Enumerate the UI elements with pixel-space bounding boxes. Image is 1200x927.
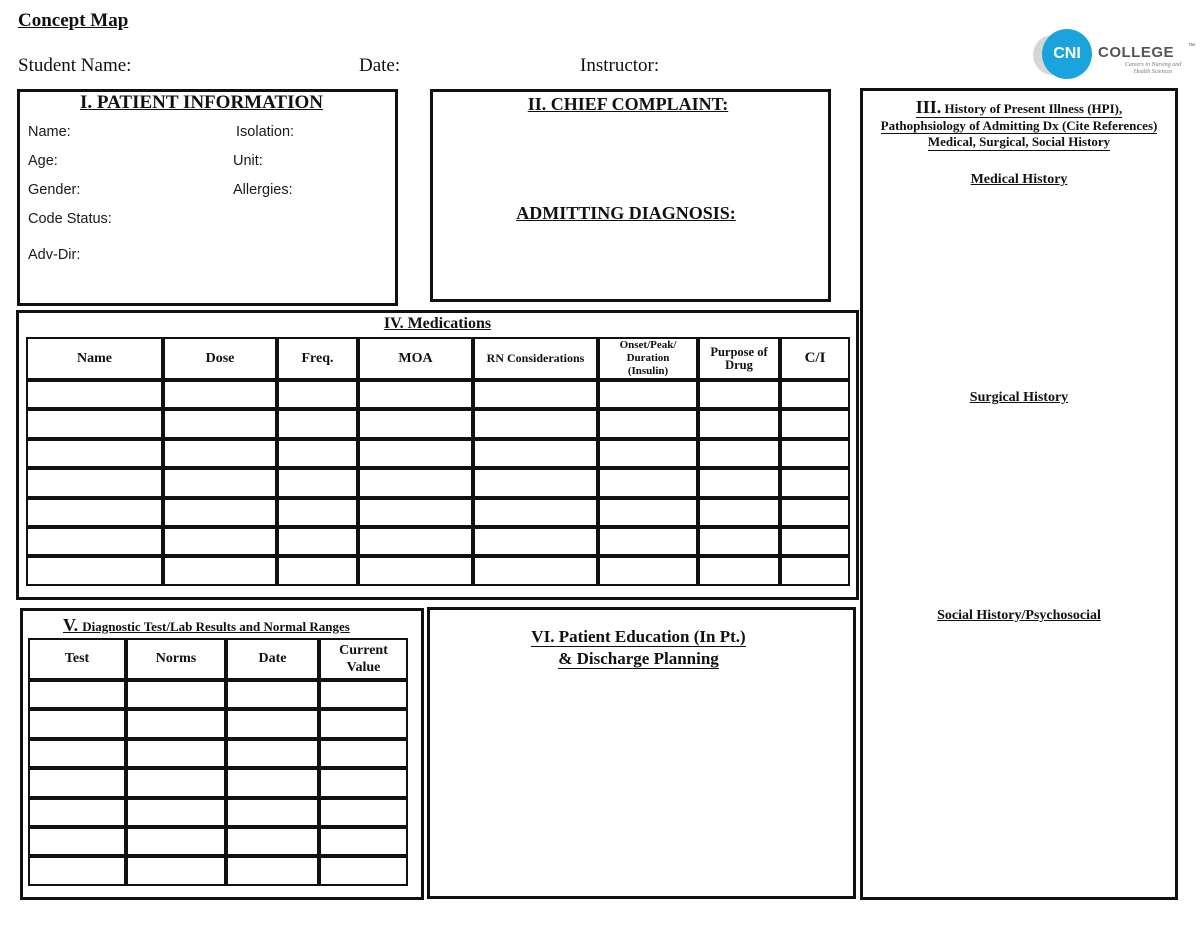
medication-cell[interactable] [26, 439, 163, 468]
medication-cell[interactable] [26, 468, 163, 497]
diagnostics-rows [28, 680, 408, 886]
logo-wordmark: COLLEGE [1098, 44, 1175, 61]
diagnostic-cell[interactable] [126, 798, 226, 827]
medication-cell[interactable] [26, 498, 163, 527]
medication-cell[interactable] [780, 439, 850, 468]
patient-education-title [424, 626, 853, 670]
age-label: Age: [28, 153, 58, 169]
medication-cell[interactable] [698, 468, 780, 497]
med-col-ci: C/I [780, 337, 850, 380]
gender-label: Gender: [28, 182, 81, 198]
diagnostic-cell[interactable] [126, 827, 226, 856]
medications-header-row [26, 337, 850, 380]
diagnostic-cell[interactable] [319, 827, 408, 856]
med-col-purpose [698, 337, 780, 380]
medication-cell[interactable] [780, 468, 850, 497]
medication-cell[interactable] [26, 556, 163, 585]
instructor-label: Instructor: [580, 55, 660, 76]
admitting-diagnosis-title: ADMITTING DIAGNOSIS: [516, 203, 736, 223]
hpi-title-line3: Medical, Surgical, Social History [927, 134, 1111, 149]
patient-information-box [17, 89, 398, 306]
medication-cell[interactable] [473, 556, 598, 585]
diagnostic-cell[interactable] [126, 856, 226, 885]
date-label: Date: [359, 55, 401, 76]
diagnostic-cell[interactable] [226, 798, 319, 827]
chief-complaint-title: II. CHIEF COMPLAINT: [527, 94, 729, 114]
diagnostics-title-text: Diagnostic Test/Lab Results and Normal Ranges [82, 619, 350, 634]
medication-cell[interactable] [163, 498, 277, 527]
medication-cell[interactable] [473, 439, 598, 468]
medication-cell[interactable] [358, 380, 473, 409]
medication-row [26, 380, 850, 409]
medication-row [26, 527, 850, 556]
diagnostic-cell[interactable] [126, 709, 226, 738]
diagnostics-table [28, 638, 408, 886]
medication-cell[interactable] [277, 527, 358, 556]
diag-col-date: Date [226, 638, 319, 680]
diagnostic-row [28, 827, 408, 856]
hpi-title-line1: History of Present Illness (HPI), [944, 101, 1123, 116]
medication-cell[interactable] [277, 468, 358, 497]
medication-cell[interactable] [698, 556, 780, 585]
medication-cell[interactable] [598, 380, 698, 409]
diagnostic-cell[interactable] [28, 798, 126, 827]
hpi-roman: III. [915, 97, 942, 117]
medication-cell[interactable] [698, 527, 780, 556]
social-history-label: Social History/Psychosocial [937, 608, 1101, 623]
medication-cell[interactable] [277, 498, 358, 527]
isolation-label: Isolation: [236, 124, 295, 140]
medications-title: IV. Medications [383, 315, 492, 332]
logo-tagline-line2: Health Sciences [1133, 69, 1173, 75]
med-col-name: Name [26, 337, 163, 380]
hpi-heading [863, 97, 1175, 151]
diagnostic-row [28, 680, 408, 709]
surgical-history-label: Surgical History [969, 390, 1069, 405]
diagnostic-cell[interactable] [28, 709, 126, 738]
logo-trademark: ™ [1188, 43, 1195, 50]
diag-col-current-line1: Current [339, 643, 388, 658]
diagnostic-row [28, 739, 408, 768]
diagnostic-cell[interactable] [226, 709, 319, 738]
medication-cell[interactable] [26, 527, 163, 556]
medication-cell[interactable] [473, 380, 598, 409]
medication-cell[interactable] [358, 556, 473, 585]
medication-row [26, 468, 850, 497]
med-col-onset-line3: (Insulin) [627, 365, 669, 377]
medication-cell[interactable] [26, 409, 163, 438]
diagnostic-cell[interactable] [126, 680, 226, 709]
med-col-rn-considerations: RN Considerations [473, 337, 598, 380]
document-title: Concept Map [18, 10, 129, 31]
medication-cell[interactable] [277, 556, 358, 585]
diagnostic-row [28, 798, 408, 827]
medication-cell[interactable] [358, 468, 473, 497]
medication-cell[interactable] [358, 439, 473, 468]
code-status-label: Code Status: [28, 211, 112, 227]
medication-cell[interactable] [698, 409, 780, 438]
diagnostics-title [63, 615, 350, 636]
chief-complaint-box [430, 89, 831, 302]
med-col-onset [598, 337, 698, 380]
medication-cell[interactable] [473, 527, 598, 556]
diagnostic-cell[interactable] [319, 768, 408, 797]
med-col-dose: Dose [163, 337, 277, 380]
medication-cell[interactable] [473, 409, 598, 438]
diagnostic-cell[interactable] [319, 739, 408, 768]
medication-cell[interactable] [780, 527, 850, 556]
medication-cell[interactable] [598, 527, 698, 556]
student-name-label: Student Name: [18, 55, 132, 76]
hpi-title-line2: Pathophsiology of Admitting Dx (Cite References) [880, 117, 1158, 133]
diagnostic-cell[interactable] [226, 680, 319, 709]
medications-table [26, 337, 850, 586]
diag-col-current-line2: Value [346, 660, 381, 675]
patient-education-box [427, 607, 856, 899]
medical-history-label: Medical History [970, 172, 1068, 187]
medication-cell[interactable] [780, 498, 850, 527]
patient-education-title-line2: & Discharge Planning [558, 649, 719, 668]
med-col-onset-line2: Duration [626, 352, 670, 364]
diagnostic-cell[interactable] [226, 827, 319, 856]
medication-cell[interactable] [780, 556, 850, 585]
diagnostic-row [28, 768, 408, 797]
logo-badge: CNI [1042, 29, 1092, 79]
medication-cell[interactable] [163, 468, 277, 497]
medication-cell[interactable] [163, 556, 277, 585]
medication-cell[interactable] [598, 498, 698, 527]
diag-col-current-value [319, 638, 408, 680]
medication-cell[interactable] [163, 409, 277, 438]
med-col-purpose-line1: Purpose of [710, 344, 768, 359]
medication-row [26, 439, 850, 468]
medication-cell[interactable] [598, 556, 698, 585]
medication-cell[interactable] [358, 527, 473, 556]
cni-college-logo [1030, 26, 1200, 82]
medication-cell[interactable] [780, 380, 850, 409]
logo-tagline [1108, 62, 1198, 76]
diagnostic-cell[interactable] [28, 680, 126, 709]
diagnostic-cell[interactable] [126, 739, 226, 768]
medication-row [26, 409, 850, 438]
diagnostic-cell[interactable] [28, 768, 126, 797]
medication-cell[interactable] [277, 380, 358, 409]
medication-cell[interactable] [26, 380, 163, 409]
med-col-moa: MOA [358, 337, 473, 380]
medication-cell[interactable] [598, 468, 698, 497]
medication-row [26, 498, 850, 527]
med-col-purpose-line2: Drug [725, 357, 753, 372]
medication-cell[interactable] [473, 498, 598, 527]
logo-tagline-line1: Careers in Nursing and [1124, 62, 1182, 68]
diag-col-norms: Norms [126, 638, 226, 680]
medication-cell[interactable] [473, 468, 598, 497]
diagnostics-roman: V. [63, 615, 79, 635]
diagnostic-row [28, 856, 408, 885]
diagnostic-cell[interactable] [319, 798, 408, 827]
med-col-freq: Freq. [277, 337, 358, 380]
diagnostic-cell[interactable] [319, 680, 408, 709]
medications-rows [26, 380, 850, 586]
medication-cell[interactable] [163, 380, 277, 409]
patient-information-title: I. PATIENT INFORMATION [80, 92, 323, 113]
diagnostic-cell[interactable] [28, 827, 126, 856]
diagnostic-cell[interactable] [319, 709, 408, 738]
diagnostic-cell[interactable] [28, 856, 126, 885]
diagnostic-cell[interactable] [226, 856, 319, 885]
hpi-box [860, 88, 1178, 900]
medication-cell[interactable] [163, 439, 277, 468]
diagnostic-row [28, 709, 408, 738]
medication-cell[interactable] [598, 409, 698, 438]
medication-cell[interactable] [598, 439, 698, 468]
patient-education-title-line1: VI. Patient Education (In Pt.) [531, 627, 746, 646]
medication-cell[interactable] [358, 498, 473, 527]
unit-label: Unit: [233, 153, 263, 169]
allergies-label: Allergies: [233, 182, 293, 198]
adv-dir-label: Adv-Dir: [28, 247, 81, 263]
diagnostic-cell[interactable] [226, 739, 319, 768]
medication-row [26, 556, 850, 585]
med-col-onset-line1: Onset/Peak/ [619, 339, 677, 351]
medication-cell[interactable] [780, 409, 850, 438]
medication-cell[interactable] [358, 409, 473, 438]
name-label: Name: [28, 124, 71, 140]
medication-cell[interactable] [277, 409, 358, 438]
medication-cell[interactable] [698, 498, 780, 527]
diagnostic-cell[interactable] [226, 768, 319, 797]
diagnostic-cell[interactable] [319, 856, 408, 885]
diagnostic-cell[interactable] [126, 768, 226, 797]
medication-cell[interactable] [277, 439, 358, 468]
medication-cell[interactable] [698, 439, 780, 468]
diagnostics-header-row [28, 638, 408, 680]
medication-cell[interactable] [698, 380, 780, 409]
diagnostic-cell[interactable] [28, 739, 126, 768]
medication-cell[interactable] [163, 527, 277, 556]
diag-col-test: Test [28, 638, 126, 680]
